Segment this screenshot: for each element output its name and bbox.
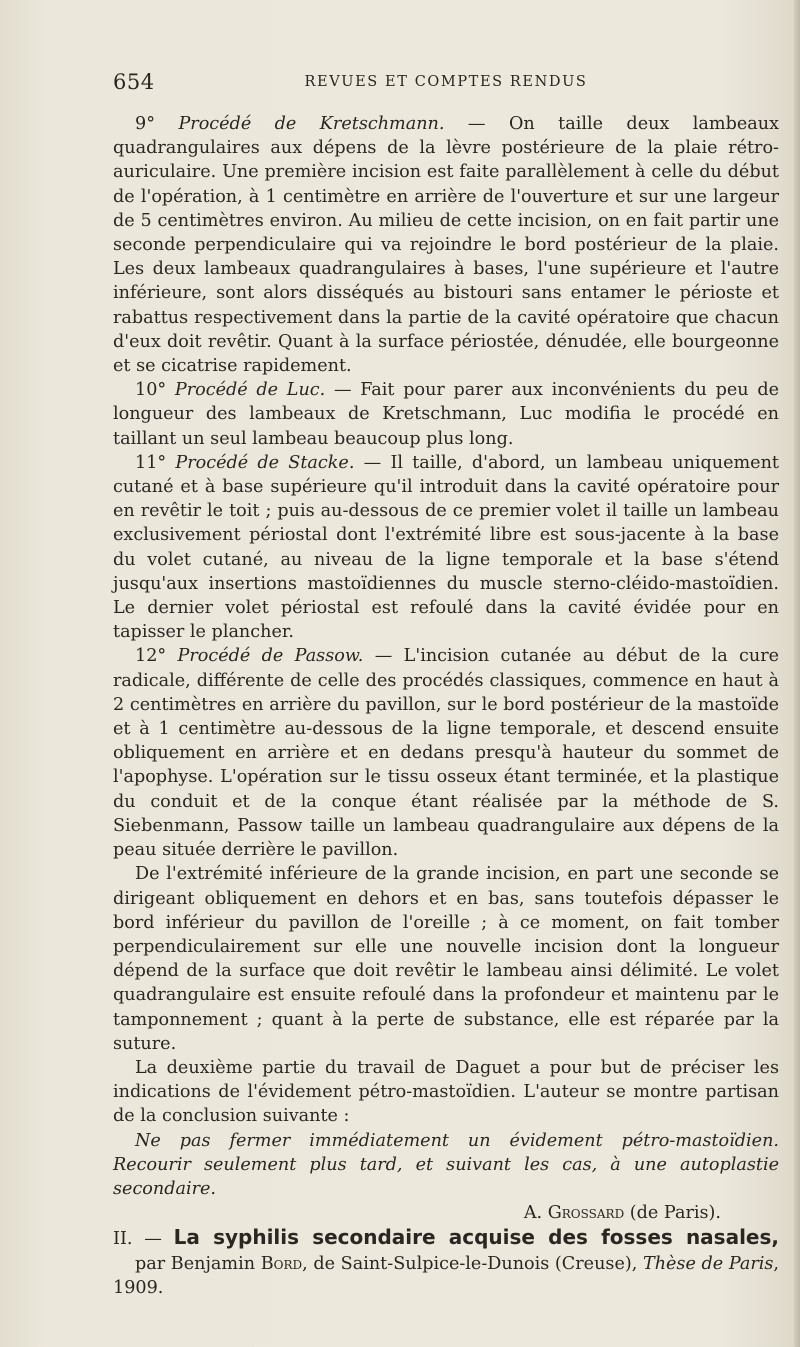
author-affiliation: , de Saint-Sulpice-le-Dunois (Creuse), <box>302 1253 638 1274</box>
paragraph-passow <box>113 644 779 862</box>
item-number: 11° <box>135 452 167 473</box>
procedure-title: Procédé de Passow. <box>177 646 364 667</box>
paragraph-text: — Il taille, d'abord, un lambeau uniquement cutané et à base supérieure qu'il introduit dans la cavité opératoire pour en revêtir le toit ; puis au-dessous de ce premier volet il taille un lambeau exclusivement périostal dont l'extrémité libre est sous-jacente à la base du volet cutané, au niveau de la ligne temporale et la base s'étend jusqu'aux insertions mastoïdiennes du muscle sterno-cléido-mastoïdien. Le dernier volet périostal est refoulé dans la cavité évidée pour en tapisser le plancher. <box>113 452 779 643</box>
article-title: La syphilis secondaire acquise des fosses nasales, <box>173 1225 779 1250</box>
review-signature <box>113 1201 779 1225</box>
paragraph-text: — L'incision cutanée au début de la cure radicale, différente de celle des procédés classiques, commence en haut à 2 centimètres en arrière du pavillon, sur le bord postérieur de la mastoïde et à 1 centimètre au-dessous de la ligne temporale, et descend ensuite obliquement en arrière et en dedans presqu'à hauteur du sommet de l'apophyse. L'opération sur le tissu osseux étant terminée, et la plastique du conduit et de la conque étant réalisée par la méthode de S. Siebenmann, Passow taille un lambeau quadrangulaire aux dépens de la peau située derrière le pavillon. <box>113 646 780 861</box>
item-number: 9° <box>135 114 155 134</box>
conclusion-quote <box>113 1129 779 1202</box>
byline-prefix: par Benjamin <box>135 1253 256 1274</box>
signature-initial: A. <box>523 1203 543 1224</box>
article-heading <box>113 1225 779 1300</box>
article-number: II. — <box>113 1229 162 1250</box>
running-title: REVUES ET COMPTES RENDUS <box>304 74 588 90</box>
paragraph-text: — Fait pour parer aux inconvénients du peu de longueur des lambeaux de Kretschmann, Luc modifia le procédé en taillant un seul lambeau beaucoup plus long. <box>113 380 779 449</box>
page-header <box>113 70 779 96</box>
article-byline <box>113 1254 779 1298</box>
quote-part-1: Ne pas fermer immédiatement un évidement pétro-mastoïdien. Recourir seulement plus tard, <box>113 1130 779 1175</box>
author-name: Bord <box>260 1253 303 1274</box>
paragraph-conclusion-intro: La deuxième partie du travail de Daguet a pour but de préciser les indications de l'évidement pétro-mastoïdien. L'auteur se montre partisan de la conclusion suivante : <box>113 1057 779 1127</box>
page-edge-shadow <box>794 0 800 1347</box>
paragraph-luc <box>113 378 779 451</box>
page-number: 654 <box>113 70 155 94</box>
paragraph-stacke <box>113 451 779 645</box>
procedure-title: Procédé de Luc. <box>174 380 326 401</box>
page-body <box>113 112 779 1300</box>
thesis-year: , 1909. <box>113 1253 780 1298</box>
thesis-reference: Thèse de Paris <box>642 1253 774 1274</box>
paragraph-passow-continued: De l'extrémité inférieure de la grande incision, en part une seconde se dirigeant obliquement en dehors et en bas, sans toutefois dépasser le bord inférieur du pavillon de l'oreille ; à ce moment, on fait tomber perpendiculairement sur elle une nouvelle incision dont la longueur dépend de la surface que doit revêtir le lambeau ainsi délimité. Le volet quadrangulaire est ensuite refoulé dans la profondeur et maintenu par le tamponnement ; quant à la perte de substance, elle est réparée par la suture. <box>113 864 779 1054</box>
item-number: 10° <box>135 380 167 401</box>
item-number: 12° <box>135 646 167 667</box>
procedure-title: Procédé de Stacke. <box>175 452 355 473</box>
paragraph-kretschmann <box>113 112 779 378</box>
procedure-title: Procédé de Kretschmann. <box>178 114 445 134</box>
quote-part-2: et suivant les cas, à une autoplastie secondaire. <box>113 1154 780 1199</box>
signature-name: Grossard <box>547 1203 625 1224</box>
paragraph-text: — On taille deux lambeaux quadrangulaires aux dépens de la lèvre postérieure de la plaie rétro-auriculaire. Une première incision est faite parallèlement à celle du début de l'opération, à 1 centimètre en arrière de l'ouverture et sur une largeur de 5 centimètres environ. Au milieu de cette incision, on en fait partir une seconde perpendiculaire qui va rejoindre le bord postérieur de la plaie. Les deux lambeaux quadrangulaires à bases, l'une supérieure et l'autre inférieure, sont alors disséqués au bistouri sans entamer le périoste et rabattus respectivement dans la partie de la cavité opératoire que chacun d'eux doit revêtir. Quant à la surface périostée, dénudée, elle bourgeonne et se cicatrise rapidement. <box>113 114 780 377</box>
signature-place: (de Paris). <box>629 1203 721 1224</box>
